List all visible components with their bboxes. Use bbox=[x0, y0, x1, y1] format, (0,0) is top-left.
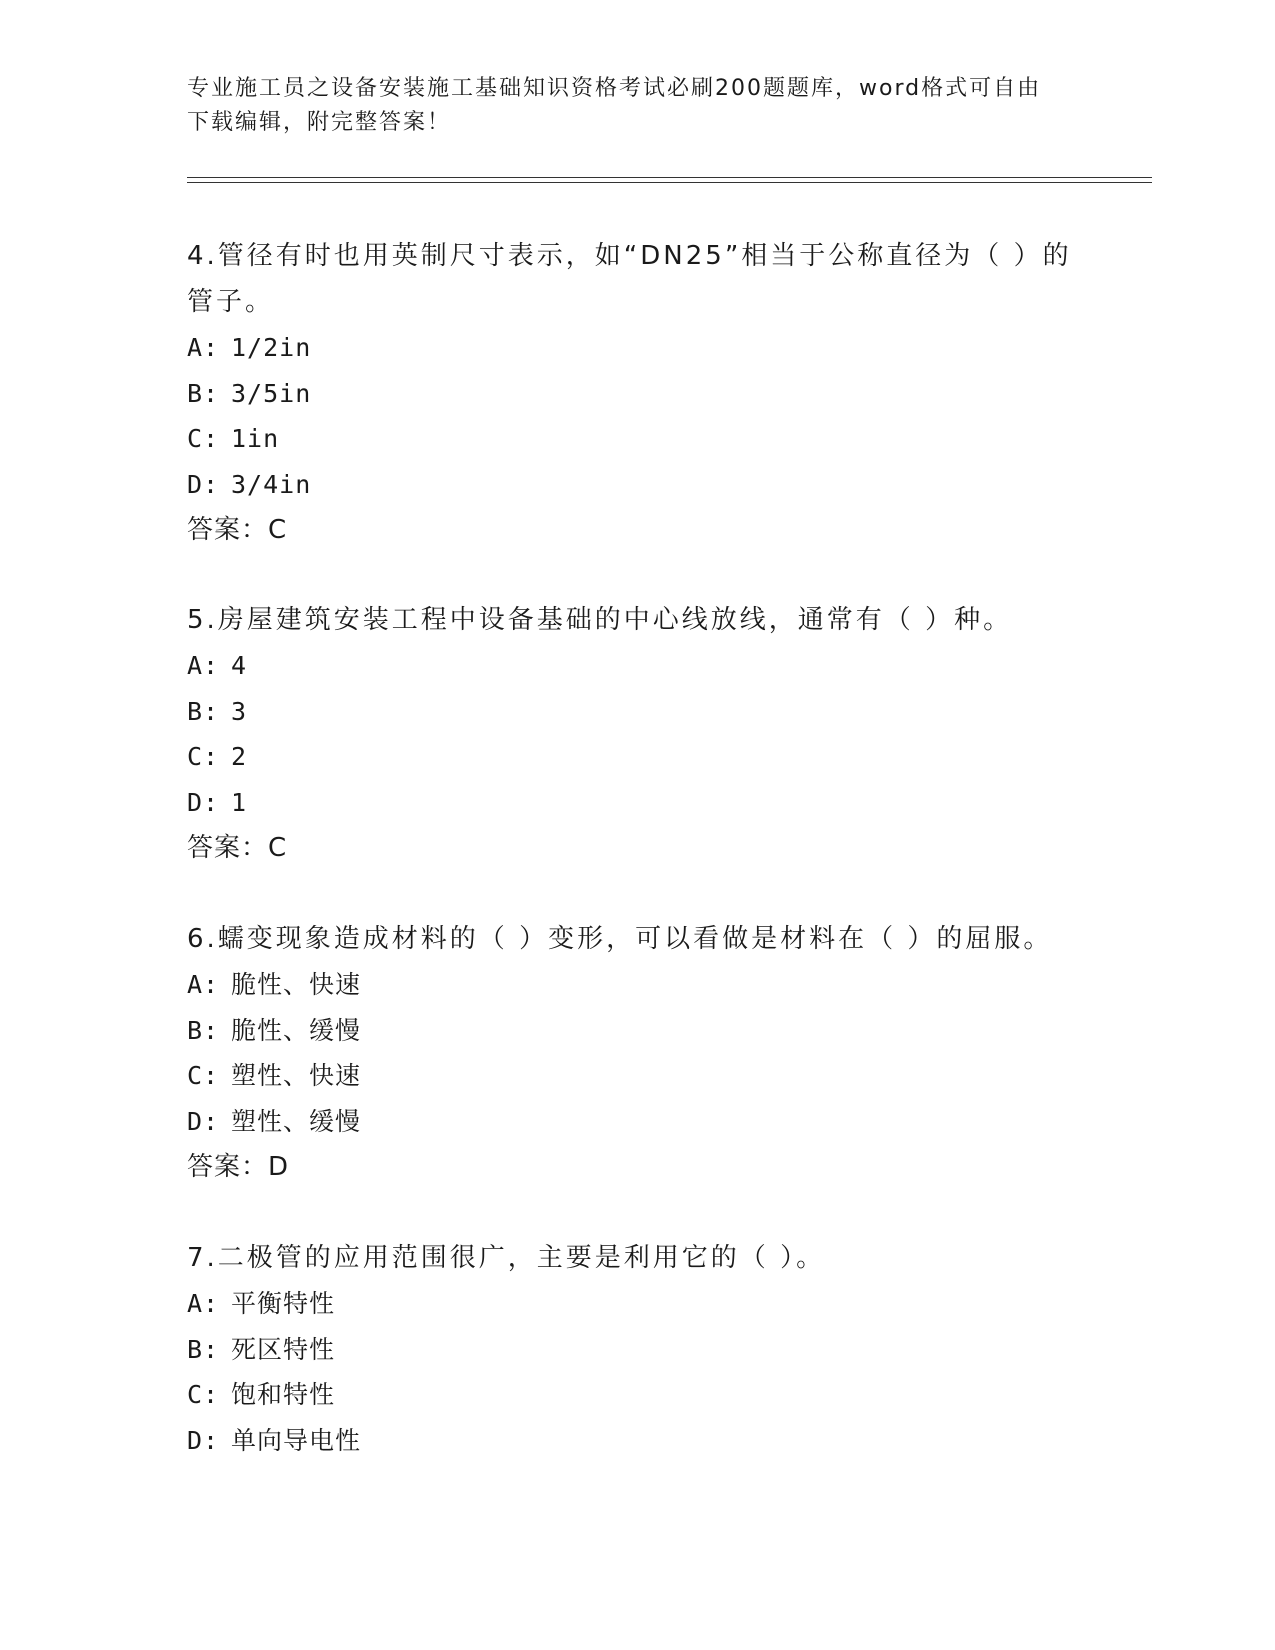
option-c bbox=[187, 416, 1087, 462]
option-text: 塑性、快速 bbox=[231, 1061, 362, 1090]
answer-line: 答案：C bbox=[187, 833, 288, 863]
option-letter: B: bbox=[187, 1015, 220, 1045]
option-text: 塑性、缓慢 bbox=[231, 1106, 362, 1136]
question-block bbox=[187, 1235, 1087, 1463]
question-stem bbox=[187, 597, 1087, 643]
header-title-line-2: 下载编辑，附完整答案！ bbox=[187, 110, 452, 135]
option-letter: D: bbox=[187, 1425, 220, 1455]
option-letter: C: bbox=[187, 424, 220, 453]
option-text: 死区特性 bbox=[231, 1334, 336, 1364]
option-letter: A: bbox=[187, 1289, 220, 1318]
option-c bbox=[187, 734, 1087, 780]
option-text: 饱和特性 bbox=[231, 1380, 336, 1409]
option-b bbox=[187, 371, 1087, 417]
option-text: 1 bbox=[231, 787, 248, 817]
option-a bbox=[187, 962, 1087, 1008]
option-letter: A: bbox=[187, 333, 220, 362]
option-letter: A: bbox=[187, 651, 220, 680]
header-divider-bottom bbox=[187, 182, 1152, 183]
option-text: 脆性、缓慢 bbox=[231, 1015, 362, 1045]
option-d bbox=[187, 1418, 1087, 1464]
option-b bbox=[187, 689, 1087, 735]
answer-line: 答案：C bbox=[187, 515, 288, 545]
option-letter: B: bbox=[187, 378, 220, 408]
answer-line: 答案：D bbox=[187, 1152, 290, 1182]
option-letter: D: bbox=[187, 787, 220, 817]
option-letter: A: bbox=[187, 970, 220, 999]
question-stem-line: 7.二极管的应用范围很广，主要是利用它的（ ）。 bbox=[187, 1243, 826, 1273]
question-stem bbox=[187, 916, 1087, 962]
option-text: 单向导电性 bbox=[231, 1425, 362, 1455]
question-stem-line: 5.房屋建筑安装工程中设备基础的中心线放线，通常有（ ）种。 bbox=[187, 605, 1013, 635]
document-header bbox=[187, 72, 1087, 140]
header-title-line-1: 专业施工员之设备安装施工基础知识资格考试必刷200题题库，word格式可自由 bbox=[187, 76, 1042, 101]
option-text: 1/2in bbox=[231, 333, 312, 362]
question-block bbox=[187, 916, 1087, 1190]
option-letter: D: bbox=[187, 469, 220, 499]
option-letter: D: bbox=[187, 1106, 220, 1136]
question-stem-line: 6.蠕变现象造成材料的（ ）变形，可以看做是材料在（ ）的屈服。 bbox=[187, 924, 1053, 954]
option-letter: C: bbox=[187, 742, 220, 771]
question-block bbox=[187, 233, 1087, 553]
option-b bbox=[187, 1008, 1087, 1054]
option-text: 平衡特性 bbox=[231, 1289, 336, 1318]
option-letter: B: bbox=[187, 1334, 220, 1364]
option-letter: C: bbox=[187, 1380, 220, 1409]
option-text: 脆性、快速 bbox=[231, 970, 362, 999]
header-divider-top bbox=[187, 177, 1152, 178]
option-d bbox=[187, 462, 1087, 508]
option-a bbox=[187, 1281, 1087, 1327]
question-stem-line: 4.管径有时也用英制尺寸表示，如“DN25”相当于公称直径为（ ）的 bbox=[187, 241, 1072, 271]
option-b bbox=[187, 1327, 1087, 1373]
question-block bbox=[187, 597, 1087, 871]
question-stem bbox=[187, 1235, 1087, 1281]
option-text: 3 bbox=[231, 696, 248, 726]
option-d bbox=[187, 780, 1087, 826]
option-text: 3/5in bbox=[231, 378, 312, 408]
option-letter: C: bbox=[187, 1061, 220, 1090]
option-text: 4 bbox=[231, 651, 248, 680]
question-stem bbox=[187, 233, 1087, 325]
option-text: 3/4in bbox=[231, 469, 312, 499]
option-c bbox=[187, 1053, 1087, 1099]
option-text: 2 bbox=[231, 742, 248, 771]
option-text: 1in bbox=[231, 424, 280, 453]
question-stem-line: 管子。 bbox=[187, 287, 275, 317]
option-a bbox=[187, 325, 1087, 371]
option-c bbox=[187, 1372, 1087, 1418]
option-d bbox=[187, 1099, 1087, 1145]
option-a bbox=[187, 643, 1087, 689]
option-letter: B: bbox=[187, 696, 220, 726]
